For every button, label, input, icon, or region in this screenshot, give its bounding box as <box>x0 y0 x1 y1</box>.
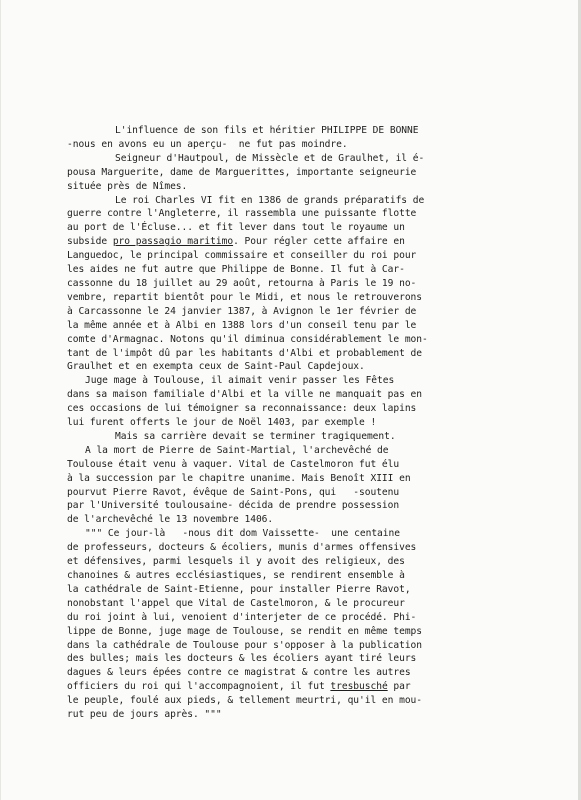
document-body <box>67 124 572 722</box>
paragraph-line: les aides ne fut autre que Philippe de Bonne. Il fut à Car- <box>67 264 405 276</box>
paragraph-line: cassonne du 18 juillet au 29 août, retourna à Paris le 19 no- <box>67 277 417 289</box>
paragraph-line: Seigneur d'Hautpoul, de Missècle et de Graulhet, il é- <box>115 152 425 164</box>
paragraph-line: Languedoc, le principal commissaire et conseiller du roi pour <box>67 250 417 262</box>
paragraph-line: Le roi Charles VI fit en 1386 de grands préparatifs de <box>115 194 425 206</box>
paragraph-line: lippe de Bonne, juge mage de Toulouse, se rendit en même temps <box>67 625 423 637</box>
paragraph-line: Mais sa carrière devait se terminer tragiquement. <box>115 430 396 442</box>
paragraph-line: -nous en avons eu un aperçu- ne fut pas moindre. <box>67 138 348 150</box>
paragraph-line: des bulles; mais les docteurs & les écoliers ayant tiré leurs <box>67 653 417 665</box>
paragraph-line: la cathédrale de Saint-Etienne, pour installer Pierre Ravot, <box>67 583 411 595</box>
quote-open-mark: """ <box>85 528 103 540</box>
paragraph-line <box>67 235 572 249</box>
paragraph-line: A la mort de Pierre de Saint-Martial, l'archevêché de <box>85 444 389 456</box>
paragraph-line <box>67 680 572 694</box>
paragraph-line: la même année et à Albi en 1388 lors d'un conseil tenu par le <box>67 319 417 331</box>
paragraph-line: pousa Marguerite, dame de Marguerittes, importante seigneurie <box>67 166 417 178</box>
paragraph-line: située près de Nîmes. <box>67 180 188 192</box>
paragraph-line: du roi joint à lui, venoient d'interjeter de ce procédé. Phi- <box>67 611 417 623</box>
paragraph-line: le peuple, foulé aux pieds, & tellement meurtri, qu'il en mou- <box>67 695 423 707</box>
paragraph-line: à Carcassonne le 24 janvier 1387, à Avignon le 1er février de <box>67 305 417 317</box>
paragraph-line <box>67 527 572 541</box>
paragraph-line: guerre contre l'Angleterre, il rassembla une puissante flotte <box>67 208 417 220</box>
paragraph-line: vembre, repartit bientôt pour le Midi, et nous le retrouverons <box>67 291 423 303</box>
paragraph-line: dans la cathédrale de Toulouse pour s'opposer à la publication <box>67 639 423 651</box>
paragraph-line: lui furent offerts le jour de Noël 1403, par exemple ! <box>67 417 377 429</box>
paragraph-line: tant de l'impôt dû par les habitants d'Albi et probablement de <box>67 347 423 359</box>
paragraph-line: pourvut Pierre Ravot, évêque de Saint-Pons, qui -soutenu <box>67 486 400 498</box>
underlined-phrase: subside pro passagio maritimo. Pour régler cette affaire en <box>67 236 405 248</box>
paragraph-line: comte d'Armagnac. Notons qu'il diminua considérablement le mon- <box>67 333 428 345</box>
quote-line: Ce jour-là -nous dit dom Vaissette- une centaine <box>107 528 400 540</box>
paragraph-line: Juge mage à Toulouse, il aimait venir passer les Fêtes <box>85 375 395 387</box>
paragraph-line: rut peu de jours après. """ <box>67 709 222 721</box>
paragraph-line: à la succession par le chapitre unanime. Mais Benoît XIII en <box>67 472 411 484</box>
underlined-phrase: officiers du roi qui l'accompagnoient, il fut tresbusché par <box>67 681 411 693</box>
paragraph-line: chanoines & autres ecclésiastiques, se rendirent ensemble à <box>67 570 405 581</box>
paragraph-line: dagues & leurs épées contre ce magistrat & contre les autres <box>67 667 411 679</box>
paragraph-line: Graulhet et en exempta ceux de Saint-Paul Capdejoux. <box>67 361 365 373</box>
paragraph-line: L'influence de son fils et héritier PHILIPPE DE BONNE <box>115 125 419 136</box>
paragraph-line: Toulouse était venu à vaquer. Vital de Castelmoron fut élu <box>67 458 400 470</box>
paragraph-line: ces occasions de lui témoigner sa reconnaissance: deux lapins <box>67 403 417 415</box>
paragraph-line: et défensives, parmi lesquels il y avoit des religieux, des <box>67 556 405 568</box>
paragraph-line: de l'archevêché le 13 novembre 1406. <box>67 514 274 526</box>
paragraph-line: au port de l'Écluse... et fit lever dans tout le royaume un <box>67 222 405 234</box>
paragraph-line: de professeurs, docteurs & écoliers, munis d'armes offensives <box>67 542 417 554</box>
paragraph-line: nonobstant l'appel que Vital de Castelmoron, & le procureur <box>67 597 405 609</box>
paragraph-line: dans sa maison familiale d'Albi et la ville ne manquait pas en <box>67 389 423 401</box>
paragraph-line: par l'Université toulousaine- décida de prendre possession <box>67 500 400 512</box>
